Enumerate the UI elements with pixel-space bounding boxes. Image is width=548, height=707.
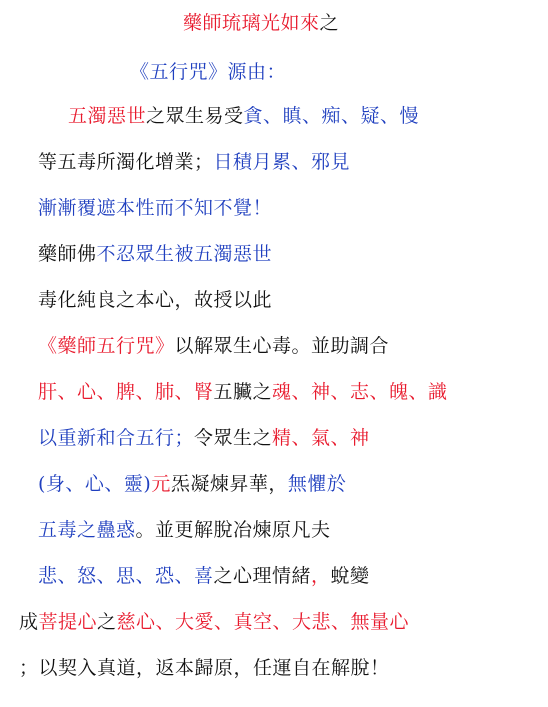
text-line xyxy=(68,104,419,128)
text-segment: 貪、瞋、痴、疑、慢 xyxy=(243,105,420,127)
text-segment: 之 xyxy=(319,12,340,34)
text-line xyxy=(38,196,272,220)
text-segment: 五濁惡世 xyxy=(68,105,147,127)
text-line xyxy=(38,380,448,404)
text-segment: ， xyxy=(311,565,331,587)
text-segment: 菩提心 xyxy=(38,611,98,633)
text-segment: 以重新和合五行； xyxy=(38,427,195,449)
text-line xyxy=(38,564,370,588)
title-line xyxy=(183,11,339,35)
text-segment: 之心理情緒 xyxy=(213,565,312,587)
text-segment: 《藥師五行咒》 xyxy=(38,335,175,357)
text-segment: 魂、神、志、魄、識 xyxy=(272,381,448,403)
text-segment: 悲、怒、思、恐、喜 xyxy=(38,565,214,587)
text-line xyxy=(19,610,409,634)
text-segment: 眾生易受 xyxy=(165,105,244,127)
text-segment: 無懼於 xyxy=(287,473,347,495)
text-segment: 五毒之蠱惑 xyxy=(38,519,136,541)
text-segment: 精、氣、神 xyxy=(272,427,370,449)
text-segment: 蛻變 xyxy=(330,565,370,587)
text-line xyxy=(38,426,370,450)
text-segment: 毒化純良之本心，故授以此 xyxy=(38,289,273,311)
text-segment: 五臟之 xyxy=(213,381,273,403)
text-segment: 漸漸覆遮本性而不知不覺！ xyxy=(38,197,273,219)
text-segment: 之 xyxy=(97,611,117,633)
text-line xyxy=(19,656,390,680)
text-segment: 藥師琉璃光如來 xyxy=(183,12,320,34)
text-segment: 。並更解脫冶煉原凡夫 xyxy=(135,519,331,541)
text-segment: 藥師佛 xyxy=(38,243,97,265)
text-line xyxy=(38,288,272,312)
text-segment: 之 xyxy=(146,105,166,127)
text-segment: (身、心、靈) xyxy=(38,473,152,495)
text-line xyxy=(38,334,389,358)
text-line xyxy=(38,242,272,266)
text-segment: 日積月累、邪見 xyxy=(213,151,351,173)
text-segment: 元 xyxy=(151,473,171,495)
subtitle-line xyxy=(130,60,286,84)
text-line xyxy=(38,472,346,496)
text-line xyxy=(38,518,331,542)
text-segment: 令眾生之 xyxy=(194,427,273,449)
text-segment: 等五毒所濁化增業； xyxy=(38,151,214,173)
text-line xyxy=(38,150,350,174)
text-segment: 不忍眾生被五濁惡世 xyxy=(96,243,273,265)
text-segment: 肝、心、脾、肺、腎 xyxy=(38,381,214,403)
text-segment: 以解眾生心毒。並助調合 xyxy=(174,335,390,357)
text-segment: 炁凝煉昇華， xyxy=(170,473,288,495)
text-segment: 《五行咒》源由： xyxy=(130,61,287,83)
text-segment: ；以契入真道，返本歸原，任運自在解脫！ xyxy=(19,657,390,679)
text-segment: 慈心、大愛、真空、大悲、無量心 xyxy=(116,611,410,633)
text-segment: 成 xyxy=(19,611,39,633)
